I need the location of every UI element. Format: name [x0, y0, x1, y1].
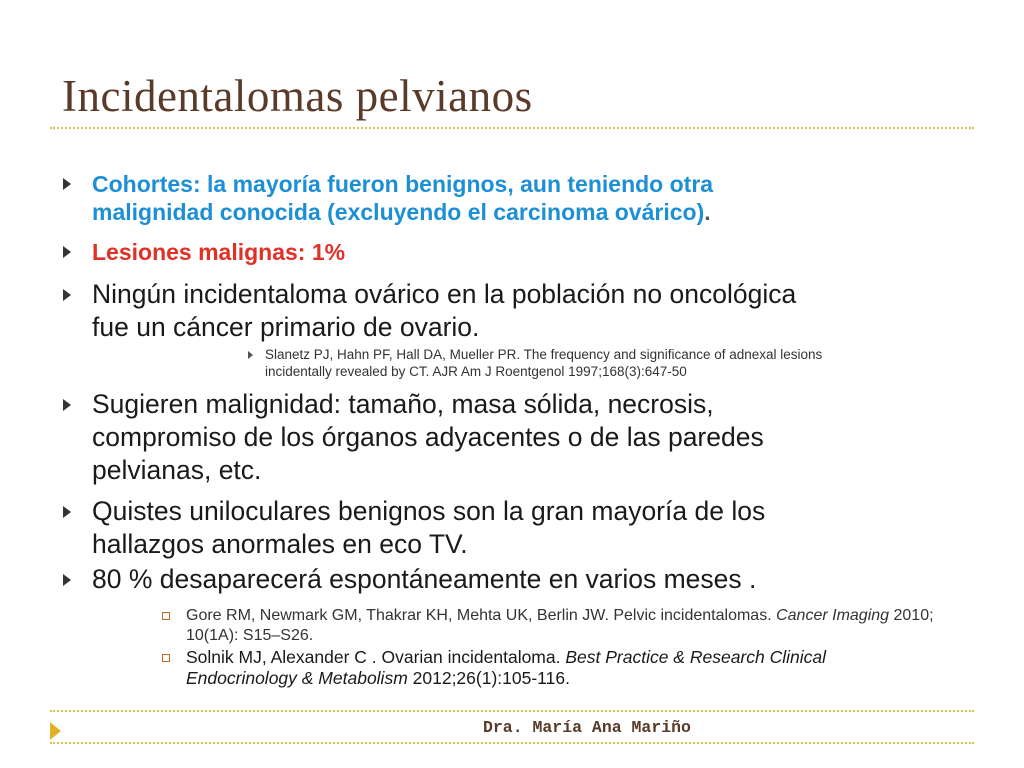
title-divider: [50, 127, 974, 129]
bullet-1-line-2: malignidad conocida (excluyendo el carcinoma ovárico).: [92, 199, 711, 225]
bullet-4-line-2: compromiso de los órganos adyacentes o de las paredes: [92, 422, 764, 452]
footer-divider-bottom: [50, 742, 974, 744]
bullet-arrow-icon: [63, 399, 71, 411]
bullet-4-line-3: pelvianas, etc.: [92, 455, 262, 485]
slide-title: Incidentalomas pelvianos: [62, 71, 533, 121]
bullet-arrow-icon: [63, 246, 71, 258]
chevron-right-icon: [50, 722, 61, 740]
bullet-5-line-2: hallazgos anormales en eco TV.: [92, 529, 468, 559]
footer-author: Dra. María Ana Mariño: [483, 718, 691, 737]
bullet-arrow-icon: [63, 289, 71, 301]
bullet-arrow-icon: [63, 178, 71, 190]
reference-slanetz-line-1: Slanetz PJ, Hahn PF, Hall DA, Mueller PR. The frequency and significance of adnexal lesions: [265, 347, 823, 362]
hollow-square-icon: [162, 654, 170, 662]
bullet-3-line-1: Ningún incidentaloma ovárico en la población no oncológica: [92, 279, 797, 309]
footer-divider-top: [50, 710, 974, 712]
reference-slanetz-line-2: incidentally revealed by CT. AJR Am J Roentgenol 1997;168(3):647-50: [265, 364, 687, 379]
bullet-3-line-2: fue un cáncer primario de ovario.: [92, 312, 480, 342]
bullet-4-line-1: Sugieren malignidad: tamaño, masa sólida, necrosis,: [92, 389, 714, 419]
reference-solnik-line-2: Endocrinology & Metabolism 2012;26(1):105-116.: [186, 668, 570, 688]
reference-gore-line-2: 10(1A): S15–S26.: [186, 627, 314, 644]
reference-gore-line-1: Gore RM, Newmark GM, Thakrar KH, Mehta UK, Berlin JW. Pelvic incidentalomas. Cancer Imaging 2010;: [186, 607, 934, 624]
bullet-5-line-1: Quistes uniloculares benignos son la gran mayoría de los: [92, 496, 766, 526]
reference-solnik-line-1: Solnik MJ, Alexander C . Ovarian incidentaloma. Best Practice & Research Clinical: [186, 647, 826, 667]
sub-bullet-arrow-icon: [248, 351, 253, 359]
bullet-2-line-1: Lesiones malignas: 1%: [92, 239, 346, 265]
hollow-square-icon: [162, 612, 170, 620]
bullet-arrow-icon: [63, 506, 71, 518]
bullet-arrow-icon: [63, 574, 71, 586]
bullet-6-line-1: 80 % desaparecerá espontáneamente en varios meses .: [92, 564, 757, 594]
bullet-1-line-1: Cohortes: la mayoría fueron benignos, aun teniendo otra: [92, 171, 714, 197]
